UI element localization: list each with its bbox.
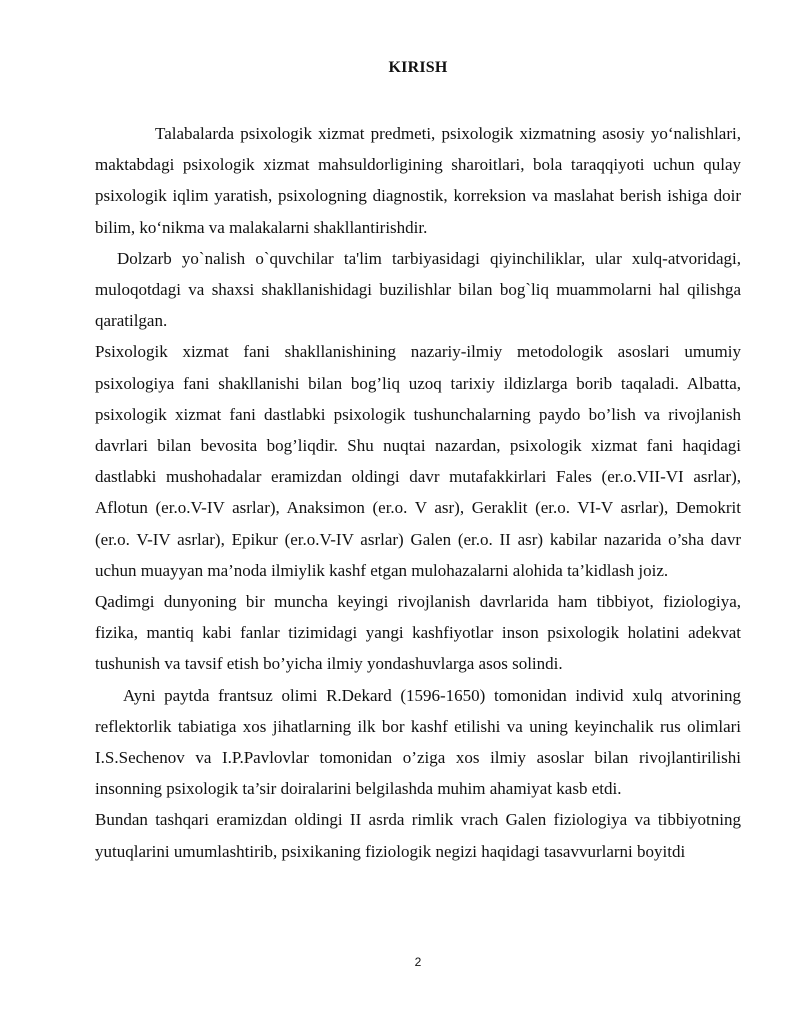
paragraph-intro: Talabalarda psixologik xizmat predmeti, psixologik xizmatning asosiy yo‘nalishlari, maktabdagi psixologik xizmat mahsuldorligining sharoitlari, bola taraqqiyoti uchun qulay psixologik iqlim yaratish, psixologning diagnostik, korreksion va maslahat berish ishiga doir bilim, ko‘nikma va malakalarni shakllantirishdir. [95, 124, 741, 237]
paragraph-dekard: Ayni paytda frantsuz olimi R.Dekard (1596-1650) tomonidan individ xulq atvorining reflektorlik tabiatiga xos jihatlarning ilk bor kashf etilishi va uning keyinchalik rus olimlari I.S.Sechenov va I.P.Pavlovlar tomonidan o’ziga xos ilmiy asoslar bilan rivojlantirilishi insonning psixologik ta’sir doiralarini belgilashda muhim ahamiyat kasb etdi. [95, 685, 741, 799]
page-title: KIRISH [388, 59, 448, 76]
paragraph-methodology: Psixologik xizmat fani shakllanishining nazariy-ilmiy metodologik asoslari umumiy psixologiya fani shakllanishi bilan bog’liq uzoq tarixiy ildizlarga borib taqaladi. Albatta, psixologik xizmat fani dastlabki psixologik tushunchalarning paydo bo’lish va rivojlanish davrlari bilan bevosita bog’liqdir. Shu nuqtai nazardan, psixologik xizmat fani haqidagi dastlabki mushohadalar eramizdan oldingi davr mutafakkirlari Fales (er.o.VII-VI asrlar), Aflotun (er.o.V-IV asrlar), Anaksimon (er.o. V asr), Geraklit (er.o. VI-V asrlar), Demokrit (er.o. V-IV asrlar), Epikur (er.o.V-IV asrlar) Galen (er.o. II asr) kabilar nazarida o’sha davr uchun muayyan ma’noda ilmiylik kashf etgan mulohazalarni alohida ta’kidlash joiz. [95, 342, 741, 580]
paragraph-galen: Bundan tashqari eramizdan oldingi II asrda rimlik vrach Galen fiziologiya va tibbiyotning yutuqlarini umumlashtirib, psixikaning fiziologik negizi haqidagi tasavvurlarni boyitdi [95, 810, 741, 861]
paragraph-ancient-world: Qadimgi dunyoning bir muncha keyingi rivojlanish davrlarida ham tibbiyot, fiziologiya, fizika, mantiq kabi fanlar tizimidagi yangi kashfiyotlar inson psixologik holatini adekvat tushunish va tavsif etish bo’yicha ilmiy yondashuvlarga asos solindi. [95, 592, 741, 674]
page-number: 2 [414, 955, 422, 969]
document-body [95, 118, 741, 867]
paragraph-dolzarb: Dolzarb yo`nalish o`quvchilar ta'lim tarbiyasidagi qiyinchiliklar, ular xulq-atvoridagi, muloqotdagi va shaxsi shakllanishidagi buzilishlar bilan bog`liq muammolarni hal qilishga qaratilgan. [95, 248, 741, 331]
